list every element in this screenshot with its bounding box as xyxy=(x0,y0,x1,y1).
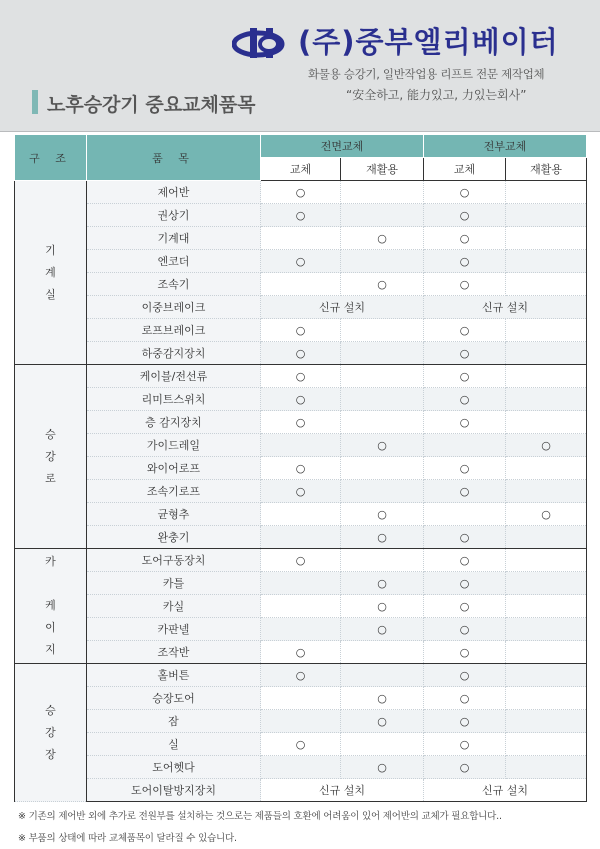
subheader-reuse: 재활용 xyxy=(341,158,424,181)
subheader-replace: 교체 xyxy=(424,158,506,181)
mark-cell xyxy=(506,687,587,710)
structure-label: 승 강 장 xyxy=(15,664,87,802)
mark-cell xyxy=(506,342,587,365)
part-name: 조속기로프 xyxy=(87,480,261,503)
part-name: 실 xyxy=(87,733,261,756)
mark-cell: ○ xyxy=(424,411,506,434)
structure-label: 카 케 이 지 xyxy=(15,549,87,664)
mark-cell xyxy=(506,618,587,641)
part-name: 로프브레이크 xyxy=(87,319,261,342)
table-row xyxy=(15,342,587,365)
mark-cell: ○ xyxy=(341,273,424,296)
mark-cell xyxy=(506,181,587,204)
table-row xyxy=(15,204,587,227)
mark-cell xyxy=(506,756,587,779)
mark-cell xyxy=(341,319,424,342)
mark-cell: ○ xyxy=(341,503,424,526)
column-header-partial-replacement: 전부교체 xyxy=(424,135,587,158)
mark-cell: ○ xyxy=(261,480,341,503)
mark-cell xyxy=(424,503,506,526)
table-row xyxy=(15,572,587,595)
new-install-cell: 신규 설치 xyxy=(261,296,424,319)
part-name: 승장도어 xyxy=(87,687,261,710)
mark-cell: ○ xyxy=(424,641,506,664)
table-row xyxy=(15,388,587,411)
table-row xyxy=(15,181,587,204)
mark-cell xyxy=(341,480,424,503)
mark-cell xyxy=(341,250,424,273)
table-row xyxy=(15,480,587,503)
part-name: 카실 xyxy=(87,595,261,618)
table-row xyxy=(15,227,587,250)
mark-cell: ○ xyxy=(261,250,341,273)
mark-cell: ○ xyxy=(261,365,341,388)
table-row xyxy=(15,687,587,710)
mark-cell: ○ xyxy=(424,227,506,250)
table-row xyxy=(15,411,587,434)
table-row xyxy=(15,434,587,457)
company-logo-icon xyxy=(232,26,292,60)
part-name: 가이드레일 xyxy=(87,434,261,457)
mark-cell: ○ xyxy=(424,733,506,756)
new-install-cell: 신규 설치 xyxy=(424,779,587,802)
mark-cell xyxy=(506,526,587,549)
mark-cell: ○ xyxy=(424,549,506,572)
mark-cell: ○ xyxy=(261,181,341,204)
mark-cell: ○ xyxy=(424,664,506,687)
mark-cell xyxy=(506,227,587,250)
mark-cell xyxy=(261,273,341,296)
part-name: 제어반 xyxy=(87,181,261,204)
mark-cell xyxy=(341,365,424,388)
part-name: 하중감지장치 xyxy=(87,342,261,365)
mark-cell xyxy=(506,319,587,342)
part-name: 층 감지장치 xyxy=(87,411,261,434)
mark-cell xyxy=(424,434,506,457)
part-name: 잠 xyxy=(87,710,261,733)
part-name: 조속기 xyxy=(87,273,261,296)
table-row xyxy=(15,319,587,342)
mark-cell: ○ xyxy=(261,664,341,687)
mark-cell xyxy=(506,664,587,687)
mark-cell xyxy=(261,710,341,733)
part-name: 엔코더 xyxy=(87,250,261,273)
mark-cell xyxy=(261,572,341,595)
mark-cell: ○ xyxy=(506,434,587,457)
mark-cell: ○ xyxy=(424,756,506,779)
footnotes xyxy=(18,808,598,849)
mark-cell xyxy=(506,480,587,503)
table-row xyxy=(15,595,587,618)
column-header-structure: 구 조 xyxy=(15,135,87,181)
table-row xyxy=(15,710,587,733)
column-header-part: 품 목 xyxy=(87,135,261,181)
mark-cell xyxy=(506,273,587,296)
page-title: 노후승강기 중요교체품목 xyxy=(47,94,256,116)
part-name: 홀버튼 xyxy=(87,664,261,687)
table-row xyxy=(15,296,587,319)
company-slogan: “安全하고, 能力있고, 力있는회사” xyxy=(346,88,527,102)
mark-cell xyxy=(506,595,587,618)
mark-cell: ○ xyxy=(424,526,506,549)
mark-cell xyxy=(506,710,587,733)
footnote-controller: ※ 기존의 제어반 외에 추가로 전원부를 설치하는 것으로는 제품들의 호환에 어려움이 있어 제어반의 교체가 필요합니다.. xyxy=(18,811,502,822)
mark-cell: ○ xyxy=(341,526,424,549)
mark-cell: ○ xyxy=(424,250,506,273)
table-row xyxy=(15,549,587,572)
mark-cell: ○ xyxy=(424,319,506,342)
mark-cell: ○ xyxy=(261,319,341,342)
mark-cell xyxy=(261,618,341,641)
parts-replacement-table xyxy=(14,134,587,802)
mark-cell xyxy=(341,457,424,480)
table-row xyxy=(15,664,587,687)
mark-cell xyxy=(506,733,587,756)
mark-cell xyxy=(341,342,424,365)
mark-cell xyxy=(261,503,341,526)
table-row xyxy=(15,365,587,388)
table-row xyxy=(15,273,587,296)
title-accent-bar xyxy=(32,90,38,114)
part-name: 도어이탈방지장치 xyxy=(87,779,261,802)
mark-cell: ○ xyxy=(424,595,506,618)
part-name: 카틀 xyxy=(87,572,261,595)
table-row xyxy=(15,250,587,273)
mark-cell: ○ xyxy=(261,549,341,572)
part-name: 균형추 xyxy=(87,503,261,526)
mark-cell: ○ xyxy=(424,342,506,365)
company-name: (주)중부엘리베이터 xyxy=(298,25,559,59)
mark-cell xyxy=(261,756,341,779)
mark-cell: ○ xyxy=(424,687,506,710)
part-name: 와이어로프 xyxy=(87,457,261,480)
mark-cell: ○ xyxy=(424,181,506,204)
table-row xyxy=(15,779,587,802)
mark-cell xyxy=(341,388,424,411)
table-row xyxy=(15,457,587,480)
part-name: 기계대 xyxy=(87,227,261,250)
footnote-condition: ※ 부품의 상태에 따라 교체품목이 달라질 수 있습니다. xyxy=(18,833,237,844)
page-header xyxy=(0,0,600,132)
parts-table-body xyxy=(15,181,587,802)
mark-cell xyxy=(506,549,587,572)
mark-cell xyxy=(261,434,341,457)
mark-cell: ○ xyxy=(341,434,424,457)
part-name: 도어구동장치 xyxy=(87,549,261,572)
mark-cell: ○ xyxy=(261,641,341,664)
part-name: 권상기 xyxy=(87,204,261,227)
mark-cell xyxy=(341,411,424,434)
new-install-cell: 신규 설치 xyxy=(261,779,424,802)
mark-cell: ○ xyxy=(341,710,424,733)
mark-cell: ○ xyxy=(341,227,424,250)
mark-cell xyxy=(506,411,587,434)
part-name: 케이블/전선류 xyxy=(87,365,261,388)
structure-label: 기 계 실 xyxy=(15,181,87,365)
mark-cell xyxy=(506,250,587,273)
structure-label: 승 강 로 xyxy=(15,365,87,549)
mark-cell: ○ xyxy=(261,388,341,411)
table-row xyxy=(15,756,587,779)
mark-cell xyxy=(506,641,587,664)
mark-cell xyxy=(506,572,587,595)
mark-cell: ○ xyxy=(424,572,506,595)
mark-cell xyxy=(506,388,587,411)
table-row xyxy=(15,526,587,549)
subheader-reuse: 재활용 xyxy=(506,158,587,181)
mark-cell xyxy=(341,733,424,756)
mark-cell xyxy=(506,365,587,388)
mark-cell: ○ xyxy=(341,595,424,618)
mark-cell xyxy=(506,457,587,480)
mark-cell: ○ xyxy=(341,687,424,710)
column-header-full-replacement: 전면교체 xyxy=(261,135,424,158)
mark-cell xyxy=(261,687,341,710)
mark-cell: ○ xyxy=(424,710,506,733)
mark-cell: ○ xyxy=(424,365,506,388)
mark-cell: ○ xyxy=(341,618,424,641)
mark-cell: ○ xyxy=(261,204,341,227)
mark-cell: ○ xyxy=(341,572,424,595)
part-name: 완충기 xyxy=(87,526,261,549)
mark-cell: ○ xyxy=(261,733,341,756)
mark-cell xyxy=(506,204,587,227)
part-name: 도어헷다 xyxy=(87,756,261,779)
mark-cell: ○ xyxy=(341,756,424,779)
mark-cell: ○ xyxy=(424,457,506,480)
mark-cell: ○ xyxy=(424,480,506,503)
mark-cell xyxy=(261,526,341,549)
mark-cell: ○ xyxy=(261,457,341,480)
mark-cell: ○ xyxy=(506,503,587,526)
mark-cell xyxy=(341,204,424,227)
company-description: 화물용 승강기, 일반작업용 리프트 전문 제작업체 xyxy=(308,67,545,81)
mark-cell xyxy=(341,664,424,687)
part-name: 카판넬 xyxy=(87,618,261,641)
mark-cell: ○ xyxy=(424,273,506,296)
mark-cell xyxy=(341,641,424,664)
new-install-cell: 신규 설치 xyxy=(424,296,587,319)
mark-cell: ○ xyxy=(261,411,341,434)
part-name: 이중브레이크 xyxy=(87,296,261,319)
mark-cell: ○ xyxy=(424,388,506,411)
mark-cell: ○ xyxy=(261,342,341,365)
mark-cell xyxy=(341,549,424,572)
mark-cell xyxy=(261,595,341,618)
table-row xyxy=(15,503,587,526)
mark-cell xyxy=(341,181,424,204)
part-name: 리미트스위치 xyxy=(87,388,261,411)
mark-cell: ○ xyxy=(424,204,506,227)
table-row xyxy=(15,618,587,641)
mark-cell: ○ xyxy=(424,618,506,641)
table-row xyxy=(15,641,587,664)
table-row xyxy=(15,733,587,756)
subheader-replace: 교체 xyxy=(261,158,341,181)
part-name: 조작반 xyxy=(87,641,261,664)
mark-cell xyxy=(261,227,341,250)
